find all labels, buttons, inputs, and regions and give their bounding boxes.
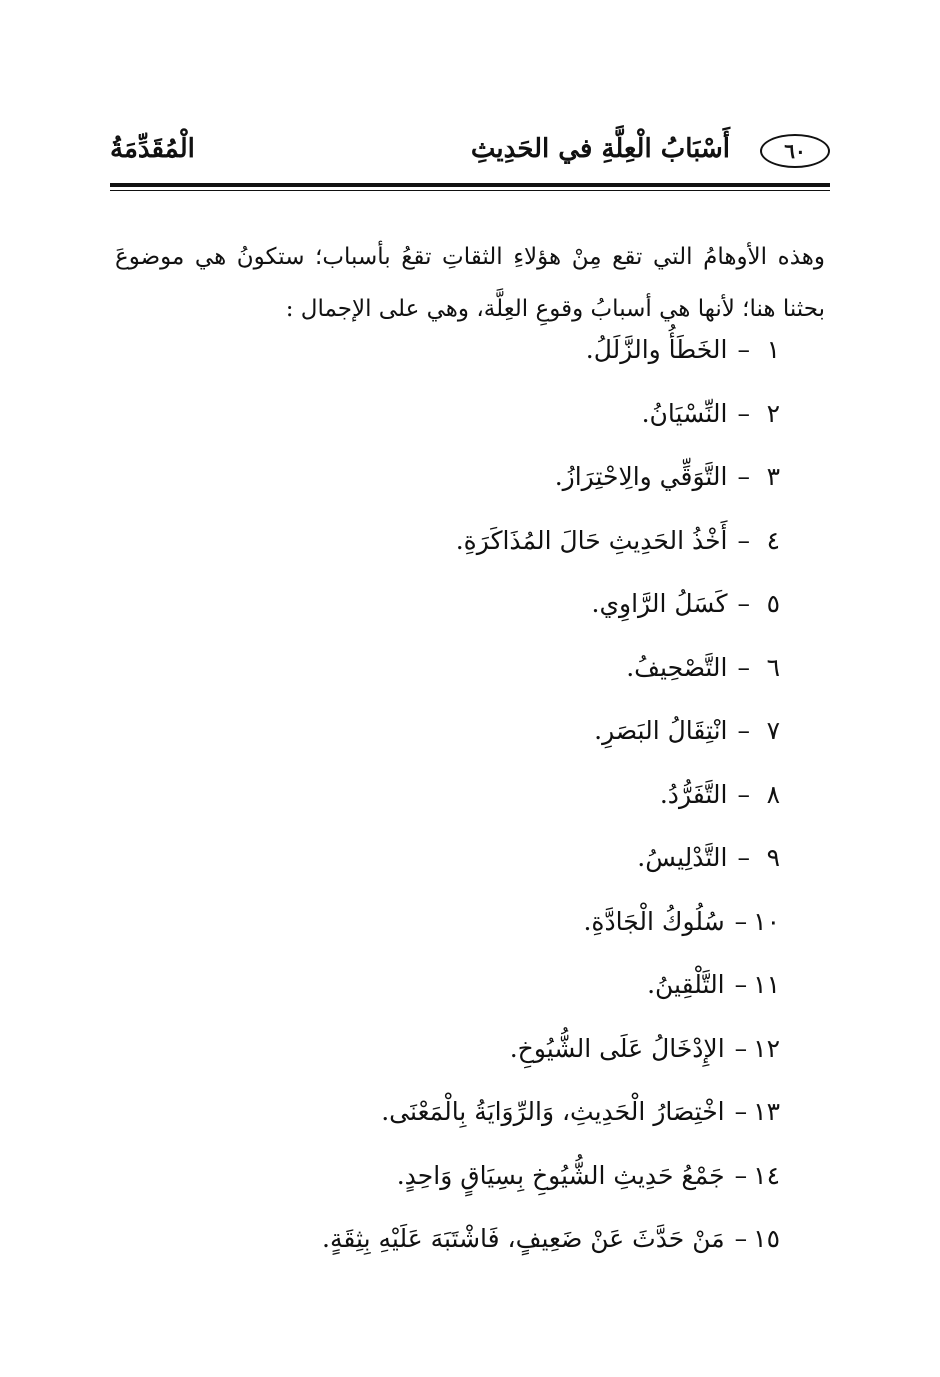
- item-dash: –: [737, 843, 750, 873]
- list-item: [322, 763, 780, 827]
- item-text: أَخْذُ الحَدِيثِ حَالَ المُذَاكَرَةِ.: [455, 525, 728, 555]
- item-number: ١: [766, 335, 780, 365]
- list-item: [322, 1080, 780, 1144]
- item-text: جَمْعُ حَدِيثِ الشُّيُوخِ بِسِيَاقٍ وَاحِدٍ.: [396, 1160, 725, 1190]
- item-dash: –: [737, 779, 750, 809]
- item-text: كَسَلُ الرَّاوِي.: [591, 589, 728, 619]
- item-text: التَّلْقِينُ.: [647, 970, 725, 1000]
- list-item: [322, 572, 780, 636]
- item-text: التَّفَرُّدُ.: [659, 779, 728, 809]
- list-item: [322, 382, 780, 446]
- item-number: ١٣: [753, 1097, 780, 1127]
- item-text: النِّسْيَانُ.: [641, 398, 728, 428]
- item-number: ٨: [766, 779, 780, 809]
- list-item: [322, 953, 780, 1017]
- item-number: ١٢: [753, 1033, 780, 1063]
- item-number: ٧: [766, 716, 780, 746]
- list-item: [322, 1144, 780, 1208]
- item-text: التَّدْلِيسُ.: [637, 843, 728, 873]
- item-number: ١١: [753, 970, 780, 1000]
- item-dash: –: [737, 525, 750, 555]
- item-dash: –: [737, 335, 750, 365]
- item-number: ٩: [766, 843, 780, 873]
- item-dash: –: [737, 462, 750, 492]
- item-number: ٢: [766, 398, 780, 428]
- item-text: انْتِقَالُ البَصَرِ.: [594, 716, 728, 746]
- header-rule-thick: [110, 183, 830, 187]
- chapter-title: الْمُقَدِّمَةُ: [110, 134, 195, 164]
- header-rule-thin: [110, 190, 830, 191]
- causes-list: [322, 318, 780, 1271]
- list-item: [322, 890, 780, 954]
- item-text: الخَطَأُ والزَّلَلُ.: [585, 335, 728, 365]
- item-dash: –: [737, 589, 750, 619]
- list-item: [322, 826, 780, 890]
- list-item: [322, 445, 780, 509]
- item-text: التَّوَقِّي والِاحْتِرَازُ.: [554, 462, 728, 492]
- item-text: مَنْ حَدَّثَ عَنْ ضَعِيفٍ، فَاشْتَبَهَ عَلَيْهِ بِثِقَةٍ.: [322, 1224, 725, 1254]
- item-text: الإِدْخَالُ عَلَى الشُّيُوخِ.: [509, 1033, 725, 1063]
- list-item: [322, 318, 780, 382]
- book-title: أَسْبَابُ الْعِلَّةِ في الحَدِيثِ: [470, 134, 730, 164]
- item-number: ١٤: [753, 1160, 780, 1190]
- running-header: [110, 130, 830, 180]
- item-dash: –: [734, 906, 748, 936]
- item-number: ٤: [766, 525, 780, 555]
- list-item: [322, 699, 780, 763]
- item-dash: –: [734, 1160, 748, 1190]
- item-number: ٣: [766, 462, 780, 492]
- list-item: [322, 509, 780, 573]
- intro-paragraph: وهذه الأوهامُ التي تقع مِنْ هؤلاءِ الثقاتِ تقعُ بأسباب؛ ستكونُ هي موضوعَ بحثنا هنا؛ لأنها هي أسبابُ وقوعِ العِلَّة، وهي على الإجمال :: [115, 244, 825, 322]
- item-dash: –: [737, 398, 750, 428]
- page-number: ٦٠: [760, 134, 830, 168]
- item-dash: –: [737, 716, 750, 746]
- item-text: التَّصْحِيفُ.: [626, 652, 728, 682]
- item-dash: –: [737, 652, 750, 682]
- item-number: ٦: [766, 652, 780, 682]
- item-dash: –: [734, 1224, 748, 1254]
- list-item: [322, 1207, 780, 1271]
- item-text: اخْتِصَارُ الْحَدِيثِ، وَالرِّوَايَةُ بِالْمَعْنَى.: [381, 1097, 725, 1127]
- item-dash: –: [734, 1033, 748, 1063]
- item-number: ١٥: [753, 1224, 780, 1254]
- item-number: ٥: [766, 589, 780, 619]
- item-dash: –: [734, 1097, 748, 1127]
- item-number: ١٠: [753, 906, 780, 936]
- list-item: [322, 1017, 780, 1081]
- list-item: [322, 636, 780, 700]
- item-dash: –: [734, 970, 748, 1000]
- item-text: سُلُوكُ الْجَادَّةِ.: [583, 906, 725, 936]
